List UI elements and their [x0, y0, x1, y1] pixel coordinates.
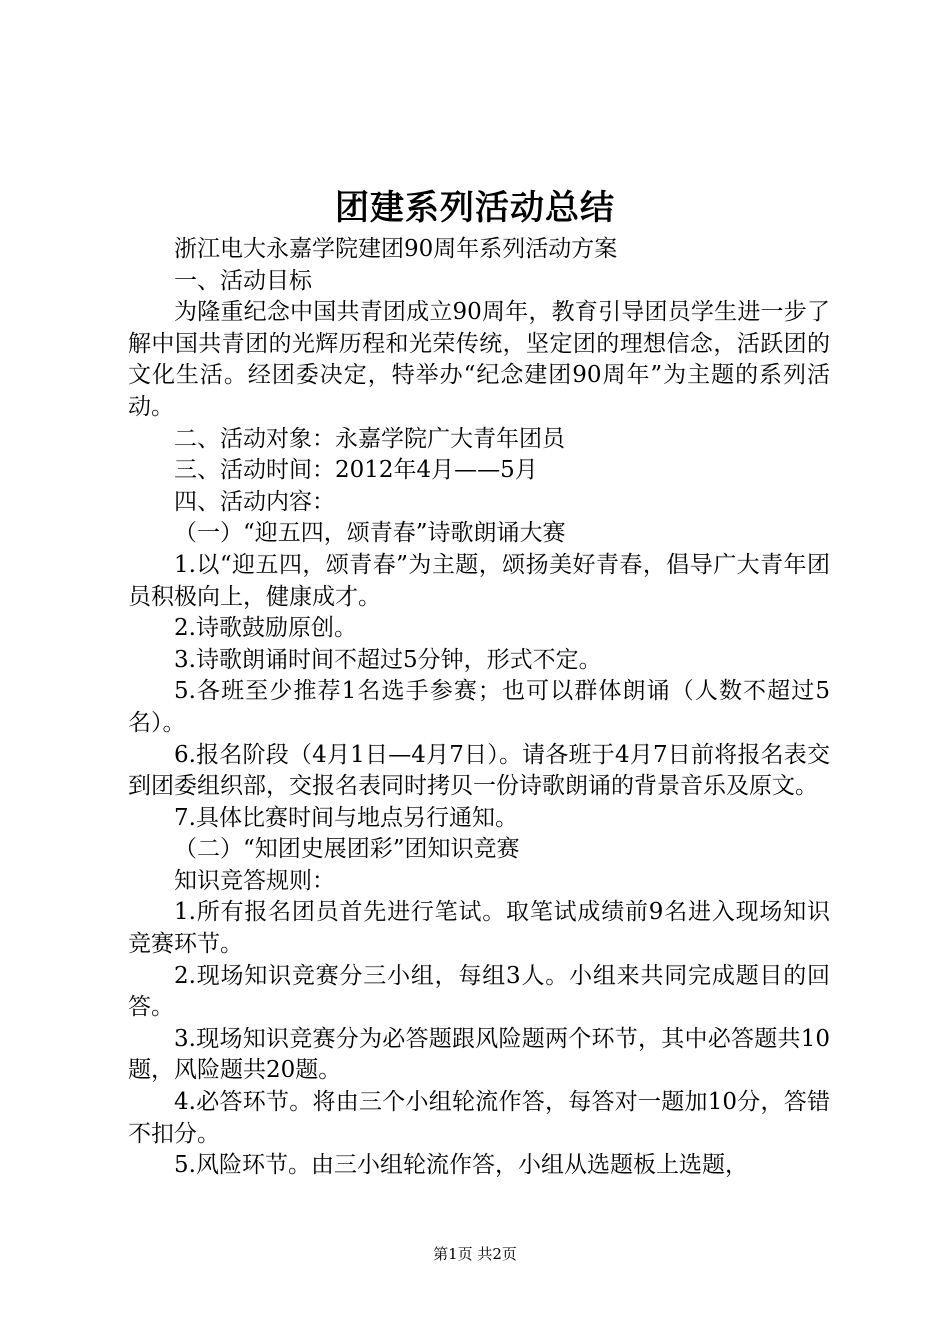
list-item: 1.所有报名团员首先进行笔试。取笔试成绩前9名进入现场知识竞赛环节。	[128, 899, 830, 958]
list-item: 3.现场知识竞赛分为必答题跟风险题两个环节，其中必答题共10题，风险题共20题。	[128, 1025, 830, 1084]
page-number-footer: 第1页 共2页	[433, 1245, 517, 1263]
section-heading-time: 三、活动时间：2012年4月——5月	[174, 457, 538, 484]
document-body	[128, 234, 830, 1182]
list-item: 2.诗歌鼓励原创。	[174, 615, 357, 642]
rules-heading: 知识竞答规则：	[174, 867, 335, 894]
subsection-heading-quiz: （二）“知团史展团彩”团知识竞赛	[174, 836, 520, 863]
section-heading-goal: 一、活动目标	[174, 267, 312, 294]
list-item: 1.以“迎五四，颂青春”为主题，颂扬美好青春，倡导广大青年团员积极向上，健康成才。	[128, 551, 830, 610]
paragraph-goal: 为隆重纪念中国共青团成立90周年，教育引导团员学生进一步了解中国共青团的光辉历程和光荣传统，坚定团的理想信念，活跃团的文化生活。经团委决定，特举办“纪念建团90周年”为主题的系列活动。	[128, 299, 830, 420]
list-item: 3.诗歌朗诵时间不超过5分钟，形式不定。	[174, 646, 602, 673]
list-item: 5.各班至少推荐1名选手参赛；也可以群体朗诵（人数不超过5名）。	[128, 678, 830, 736]
list-item: 5.风险环节。由三小组轮流作答，小组从选题板上选题，	[174, 1152, 748, 1179]
list-item: 7.具体比赛时间与地点另行通知。	[174, 804, 518, 831]
section-heading-content: 四、活动内容：	[174, 488, 335, 515]
list-item: 4.必答环节。将由三个小组轮流作答，每答对一题加10分，答错不扣分。	[128, 1089, 830, 1147]
list-item: 2.现场知识竞赛分三小组，每组3人。小组来共同完成题目的回答。	[128, 962, 830, 1021]
document-title: 团建系列活动总结	[335, 188, 615, 228]
list-item: 6.报名阶段（4月1日—4月7日）。请各班于4月7日前将报名表交到团委组织部，交报名表同时拷贝一份诗歌朗诵的背景音乐及原文。	[128, 741, 830, 800]
paragraph-plan-title: 浙江电大永嘉学院建团90周年系列活动方案	[174, 236, 618, 262]
section-heading-target: 二、活动对象：永嘉学院广大青年团员	[174, 425, 565, 452]
subsection-heading-poetry: （一）“迎五四，颂青春”诗歌朗诵大赛	[174, 520, 566, 547]
